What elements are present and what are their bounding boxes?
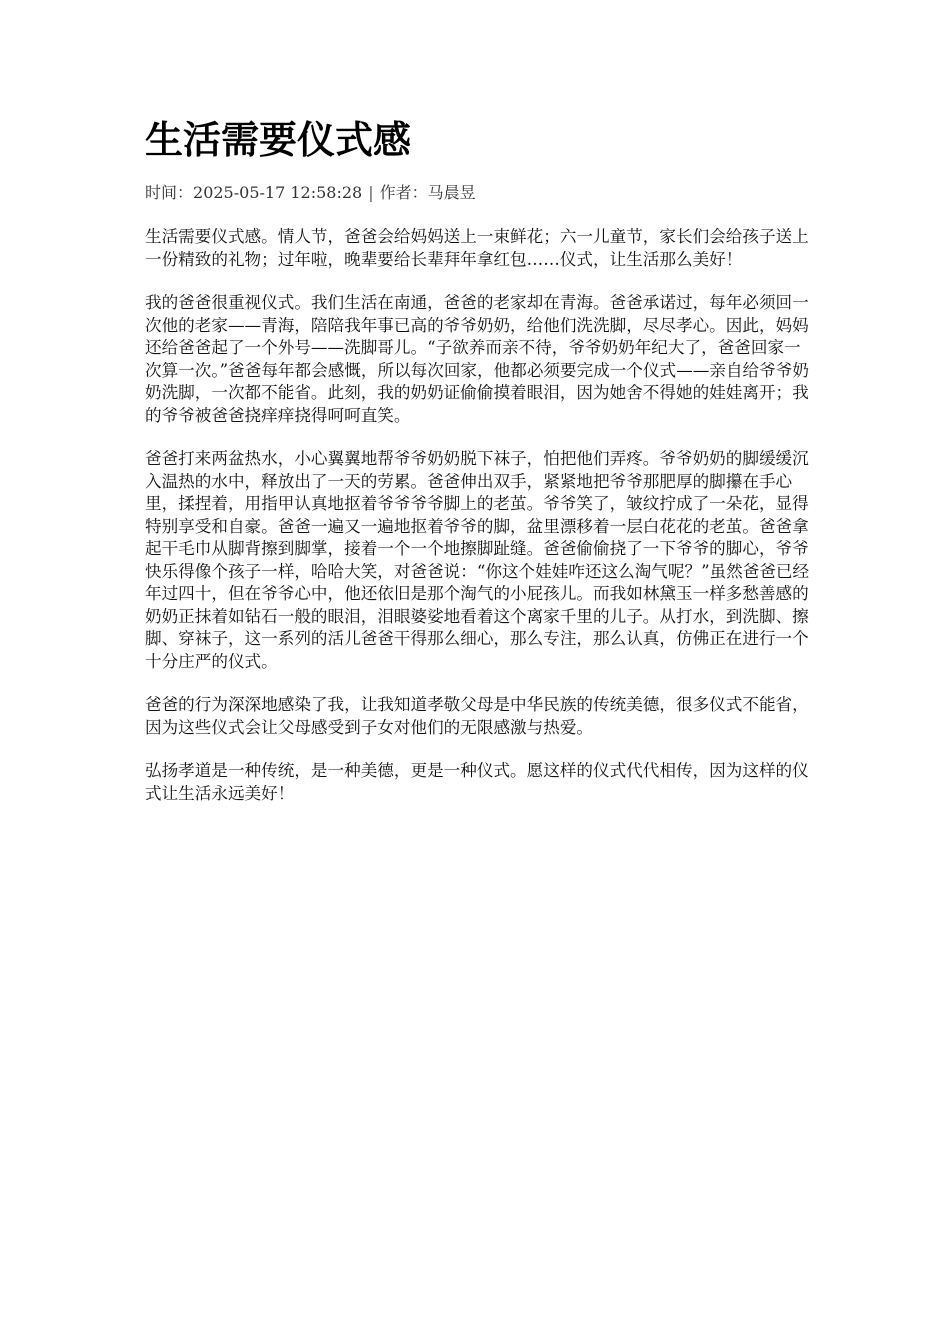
paragraph-5: 弘扬孝道是一种传统，是一种美德，更是一种仪式。愿这样的仪式代代相传，因为这样的仪式让生活永远美好！: [145, 761, 809, 803]
author-label: 作者：: [379, 183, 428, 202]
time-label: 时间：: [145, 183, 194, 202]
publish-time: 2025-05-17 12:58:28: [193, 183, 363, 202]
paragraph-1: 生活需要仪式感。情人节，爸爸会给妈妈送上一束鲜花；六一儿童节，家长们会给孩子送上一份精致的礼物；过年啦，晚辈要给长辈拜年拿红包……仪式，让生活那么美好！: [145, 227, 809, 269]
paragraph-2: 我的爸爸很重视仪式。我们生活在南通，爸爸的老家却在青海。爸爸承诺过，每年必须回一次他的老家——青海，陪陪我年事已高的爷爷奶奶，给他们洗洗脚，尽尽孝心。因此，妈妈还给爸爸起了一个外号——洗脚哥儿。“子欲养而亲不待，爷爷奶奶年纪大了，爸爸回家一次算一次。”爸爸每年都会感慨，所以每次回家，他都必须要完成一个仪式——亲自给爷爷奶奶洗脚，一次都不能省。此刻，我的奶奶证偷偷摸着眼泪，因为她舍不得她的娃娃离开；我的爷爷被爸爸挠痒痒挠得呵呵直笑。: [145, 293, 809, 425]
article-body: [145, 226, 810, 805]
paragraph-3: 爸爸打来两盆热水，小心翼翼地帮爷爷奶奶脱下袜子，怕把他们弄疼。爷爷奶奶的脚缓缓沉入温热的水中，释放出了一天的劳累。爸爸伸出双手，紧紧地把爷爷那肥厚的脚攥在手心里，揉捏着，用指甲认真地抠着爷爷爷爷脚上的老茧。爷爷笑了，皱纹拧成了一朵花，显得特别享受和自豪。爸爸一遍又一遍地抠着爷爷的脚，盆里漂移着一层白花花的老茧。爸爸拿起干毛巾从脚背擦到脚掌，接着一个一个地擦脚趾缝。爸爸偷偷挠了一下爷爷的脚心，爷爷快乐得像个孩子一样，哈哈大笑，对爸爸说：“你这个娃娃咋还这么淘气呢？”虽然爸爸已经年过四十，但在爷爷心中，他还依旧是那个淘气的小屁孩儿。而我如林黛玉一样多愁善感的奶奶正抹着如钻石一般的眼泪，泪眼婆娑地看着这个离家千里的儿子。从打水，到洗脚、擦脚、穿袜子，这一系列的活儿爸爸干得那么细心，那么专注，那么认真，仿佛正在进行一个十分庄严的仪式。: [145, 449, 810, 671]
paragraph-4: 爸爸的行为深深地感染了我，让我知道孝敬父母是中华民族的传统美德，很多仪式不能省，因为这些仪式会让父母感受到子女对他们的无限感激与热爱。: [145, 695, 809, 737]
page-title: 生活需要仪式感: [145, 118, 412, 162]
author-name: 马晨昱: [427, 183, 476, 202]
article-meta: [145, 182, 810, 204]
meta-separator: |: [368, 183, 374, 202]
article: [145, 112, 810, 826]
